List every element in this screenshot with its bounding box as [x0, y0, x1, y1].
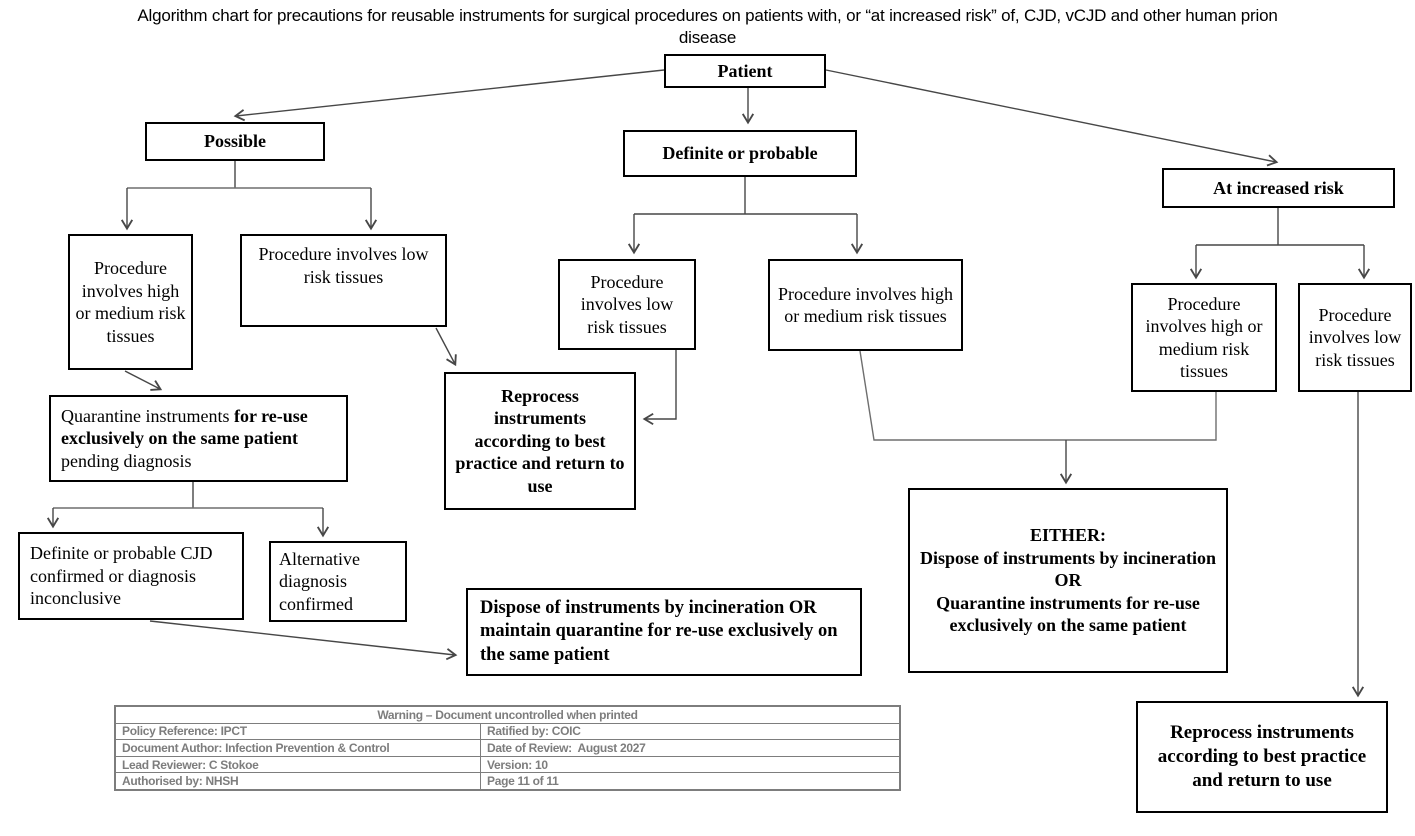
node-possible	[145, 122, 325, 161]
node-possible-label: Possible	[203, 131, 266, 152]
node-possible-low-label: Procedure involves low risk tissues	[258, 244, 429, 287]
node-risk-high-medium-tissues	[1131, 283, 1277, 392]
either-line-4: Quarantine instruments for re-use exclusively on the same patient	[936, 592, 1200, 636]
footer-row-reviewer	[116, 756, 899, 773]
document-control-table	[114, 705, 901, 791]
footer-authorised-by: Authorised by: NHSH	[116, 773, 481, 789]
node-reprocess-instruments-mid	[444, 372, 636, 510]
either-line-1: EITHER:	[1029, 525, 1107, 546]
node-cjd-confirmed-or-inconclusive	[18, 532, 244, 620]
footer-ratified-by: Ratified by: COIC	[487, 724, 581, 739]
node-at-increased-risk-label: At increased risk	[1213, 177, 1344, 198]
footer-warning-text: Warning – Document uncontrolled when printed	[377, 707, 638, 722]
node-definite-high-medium-tissues	[768, 259, 963, 351]
footer-row-authorised	[116, 772, 899, 789]
quarantine-text-pre: Quarantine instruments	[61, 405, 234, 426]
node-either-dispose-or-quarantine	[908, 488, 1228, 673]
node-quarantine-pending-diagnosis	[49, 395, 348, 482]
either-line-2: Dispose of instruments by incineration	[920, 547, 1217, 568]
footer-policy-reference: Policy Reference: IPCT	[116, 724, 481, 740]
node-alternative-diagnosis-label: Alternative diagnosis confirmed	[279, 548, 360, 614]
quarantine-text-bold: for re-use exclusively on the same patient	[61, 405, 308, 449]
footer-warning-row	[116, 707, 899, 723]
chart-title	[0, 5, 1415, 50]
node-definite-low-label: Procedure involves low risk tissues	[580, 271, 674, 337]
node-risk-high-medium-label: Procedure involves high or medium risk tissues	[1145, 293, 1263, 381]
node-definite-or-probable-label: Definite or probable	[662, 143, 818, 164]
quarantine-text-post: pending diagnosis	[61, 450, 192, 471]
footer-lead-reviewer: Lead Reviewer: C Stokoe	[116, 757, 481, 773]
node-dispose-or-maintain-quarantine	[466, 588, 862, 676]
node-possible-high-medium-tissues	[68, 234, 193, 370]
node-reprocess-right-label: Reprocess instruments according to best practice and return to use	[1157, 722, 1367, 791]
footer-date-of-review: Date of Review: August 2027	[487, 740, 646, 755]
footer-version: Version: 10	[487, 757, 548, 772]
node-definite-or-probable	[623, 130, 857, 177]
node-possible-high-medium-label: Procedure involves high or medium risk tissues	[75, 258, 186, 346]
footer-row-author	[116, 739, 899, 756]
node-risk-low-label: Procedure involves low risk tissues	[1308, 304, 1402, 370]
node-alternative-diagnosis	[269, 541, 407, 622]
node-reprocess-instruments-right	[1136, 701, 1388, 813]
node-dispose-label: Dispose of instruments by incineration OR maintain quarantine for re-use exclusively on the same patient	[480, 598, 838, 665]
node-possible-low-tissues	[240, 234, 447, 327]
footer-page-number: Page 11 of 11	[487, 774, 559, 789]
either-line-3: OR	[1054, 570, 1082, 591]
node-cjd-confirmed-label: Definite or probable CJD confirmed or diagnosis inconclusive	[30, 543, 213, 609]
node-quarantine-text	[61, 405, 336, 473]
footer-row-policy	[116, 723, 899, 740]
node-patient	[664, 54, 826, 88]
node-at-increased-risk	[1162, 168, 1395, 208]
node-risk-low-tissues	[1298, 283, 1412, 392]
node-definite-low-tissues	[558, 259, 696, 350]
footer-document-author: Document Author: Infection Prevention & Control	[116, 740, 481, 756]
chart-title-text: Algorithm chart for precautions for reusable instruments for surgical procedures on patients with, or “at increased risk” of, CJD, vCJD and other human prion disease	[137, 6, 1278, 48]
node-reprocess-mid-label: Reprocess instruments according to best practice and return to use	[455, 385, 625, 496]
node-definite-high-medium-label: Procedure involves high or medium risk tissues	[778, 283, 953, 326]
node-patient-label: Patient	[717, 60, 773, 81]
